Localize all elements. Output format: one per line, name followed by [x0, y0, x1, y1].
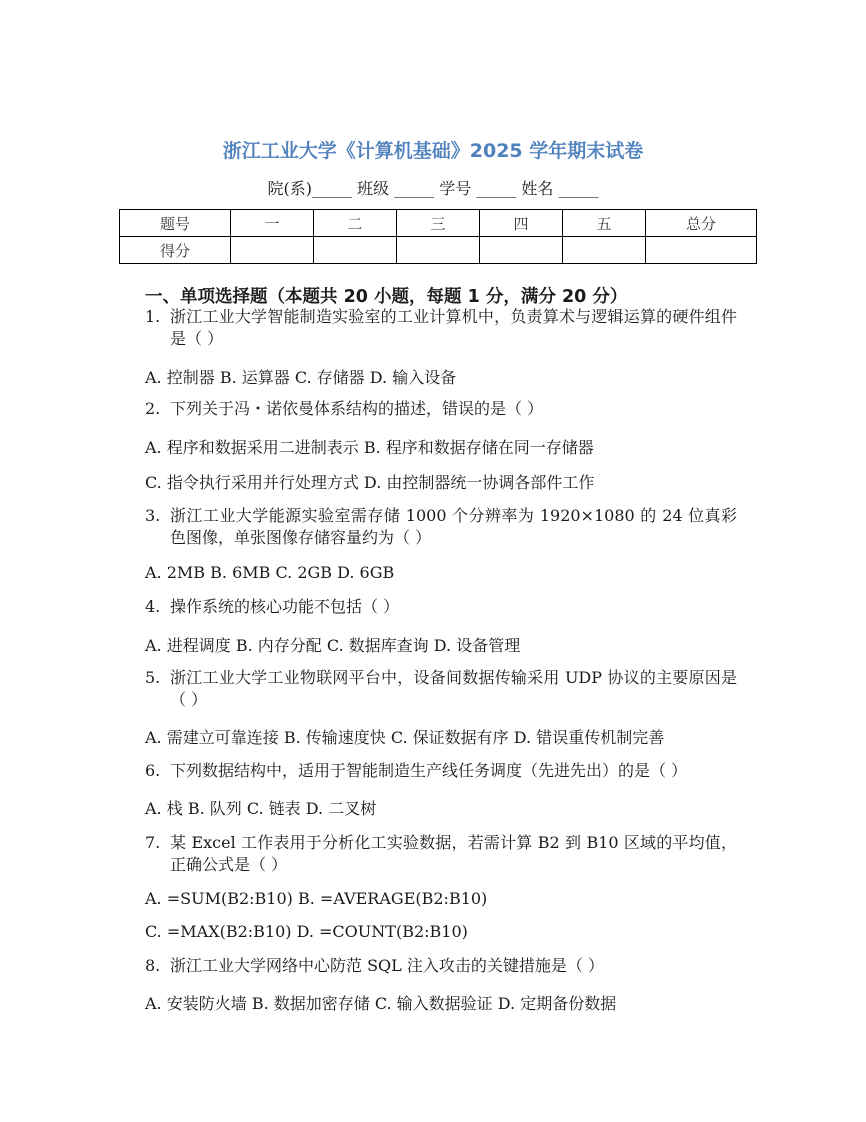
exam-title: 浙江工业大学《计算机基础》2025 学年期末试卷 [222, 140, 644, 162]
question-text: 浙江工业大学智能制造实验室的工业计算机中，负责算术与逻辑运算的硬件组件是（ ） [170, 307, 737, 348]
question-options: A. 栈 B. 队列 C. 链表 D. 二叉树 [145, 799, 377, 818]
header-cell: 二 [314, 210, 397, 237]
score-table [119, 209, 757, 264]
question-options: C. =MAX(B2:B10) D. =COUNT(B2:B10) [145, 922, 468, 941]
question-number: 4. [145, 597, 161, 616]
question-options: C. 指令执行采用并行处理方式 D. 由控制器统一协调各部件工作 [145, 473, 595, 492]
question-5 [145, 667, 737, 710]
question-number: 3. [145, 506, 161, 525]
question-options: A. 程序和数据采用二进制表示 B. 程序和数据存储在同一存储器 [145, 438, 594, 457]
score-cell [480, 237, 563, 264]
score-cell [231, 237, 314, 264]
question-options: A. 控制器 B. 运算器 C. 存储器 D. 输入设备 [145, 368, 457, 387]
question-options: A. =SUM(B2:B10) B. =AVERAGE(B2:B10) [145, 889, 488, 908]
section-heading: 一、单项选择题（本题共 20 小题，每题 1 分，满分 20 分） [145, 287, 628, 307]
question-text: 某 Excel 工作表用于分析化工实验数据，若需计算 B2 到 B10 区域的平均值，正确公式是（ ） [170, 833, 737, 874]
question-number: 8. [145, 956, 161, 975]
score-cell [563, 237, 646, 264]
question-2 [145, 398, 737, 420]
question-text: 下列数据结构中，适用于智能制造生产线任务调度（先进先出）的是（ ） [170, 761, 688, 780]
score-row [120, 237, 757, 264]
question-number: 5. [145, 668, 161, 687]
question-number: 1. [145, 307, 161, 326]
score-cell [314, 237, 397, 264]
question-options: A. 安装防火墙 B. 数据加密存储 C. 输入数据验证 D. 定期备份数据 [145, 994, 617, 1013]
score-cell [646, 237, 757, 264]
student-info-line: 院(系)_____ 班级 _____ 学号 _____ 姓名 _____ [267, 179, 599, 198]
question-text: 操作系统的核心功能不包括（ ） [170, 597, 400, 616]
question-text: 浙江工业大学网络中心防范 SQL 注入攻击的关键措施是（ ） [170, 956, 604, 975]
question-3 [145, 505, 737, 548]
question-1 [145, 306, 737, 349]
header-cell: 四 [480, 210, 563, 237]
question-7 [145, 832, 737, 875]
question-number: 2. [145, 399, 161, 418]
score-cell [397, 237, 480, 264]
score-table-header [120, 210, 757, 237]
question-4 [145, 596, 737, 618]
header-cell: 五 [563, 210, 646, 237]
question-6 [145, 760, 737, 782]
question-text: 下列关于冯・诺依曼体系结构的描述，错误的是（ ） [170, 399, 544, 418]
header-cell: 题号 [120, 210, 231, 237]
question-options: A. 进程调度 B. 内存分配 C. 数据库查询 D. 设备管理 [145, 636, 521, 655]
question-number: 6. [145, 761, 161, 780]
question-options: A. 2MB B. 6MB C. 2GB D. 6GB [145, 563, 395, 582]
header-cell: 三 [397, 210, 480, 237]
question-8 [145, 955, 737, 977]
question-number: 7. [145, 833, 161, 852]
header-cell: 一 [231, 210, 314, 237]
question-text: 浙江工业大学工业物联网平台中，设备间数据传输采用 UDP 协议的主要原因是（ ） [170, 668, 737, 709]
question-options: A. 需建立可靠连接 B. 传输速度快 C. 保证数据有序 D. 错误重传机制完善 [145, 728, 665, 747]
row-label: 得分 [120, 237, 231, 264]
question-text: 浙江工业大学能源实验室需存储 1000 个分辨率为 1920×1080 的 24 位真彩色图像，单张图像存储容量约为（ ） [170, 506, 737, 547]
header-cell: 总分 [646, 210, 757, 237]
